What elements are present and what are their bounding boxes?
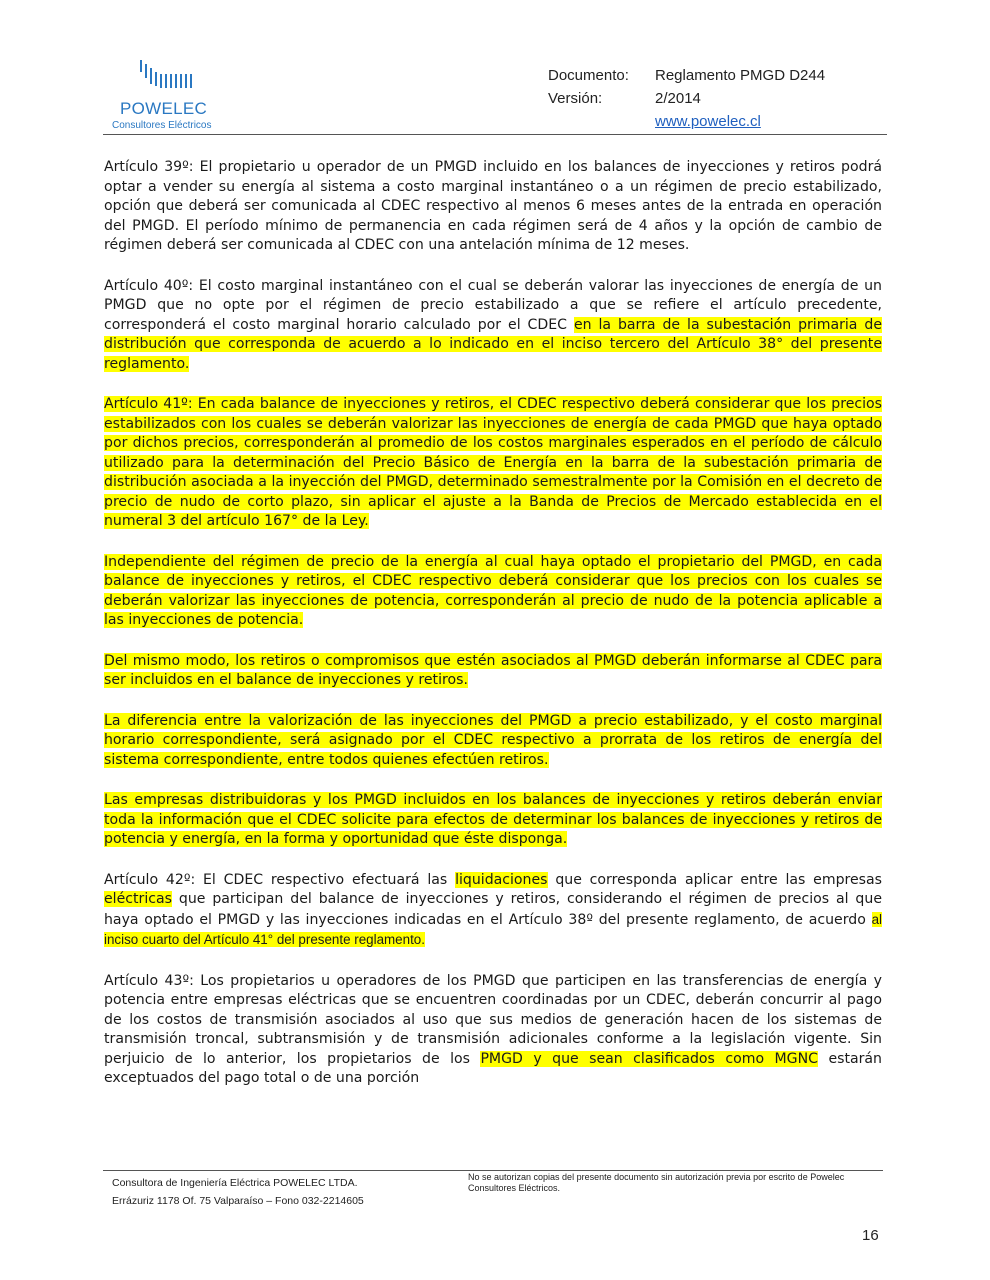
article-43-text-b: estarán exceptuados del pago total o de una porción <box>104 1050 882 1086</box>
version-value: 2/2014 <box>655 90 701 107</box>
powelec-logo <box>110 58 230 134</box>
document-row <box>548 64 825 87</box>
website-link[interactable]: www.powelec.cl <box>655 113 761 130</box>
version-row <box>548 87 825 110</box>
document-body <box>104 158 882 1110</box>
article-43-highlight: PMGD y que sean clasificados como MGNC <box>480 1050 818 1067</box>
article-42-text-b: que corresponda aplicar entre las empresas <box>547 871 882 888</box>
document-label: Documento: <box>548 67 629 84</box>
header-divider <box>103 134 887 135</box>
footer-address: Errázuriz 1178 Of. 75 Valparaíso – Fono 032-2214605 <box>112 1195 364 1207</box>
article-41-highlight: Artículo 41º: En cada balance de inyecciones y retiros, el CDEC respectivo deberá considerar que los precios estabilizados con los cuales se deberán valorizar las inyecciones de energía de cada PMGD que haya optado por dichos precios, corresponderán al promedio de los costos marginales esperados en el período de cálculo utilizado para la determinación del Precio Básico de Energía en la barra de la subestación primaria de distribución asociada a la inyección del PMGD, determinado semestralmente por la Comisión en el decreto de precio de nudo de corto plazo, sin aplicar el ajuste a la Banda de Precios de Mercado establecida en el numeral 3 del artículo 167° de la Ley. <box>104 396 882 529</box>
article-40-text: Artículo 40º: El costo marginal instantáneo con el cual se deberán valorar las inyecciones de energía de un PMGD que no opte por el régimen de precio estabilizado a que se refiere el artículo precedente, corresponderá el costo marginal horario calculado por el CDEC <box>104 277 882 333</box>
logo-bars-icon <box>136 58 206 94</box>
footer-company: Consultora de Ingeniería Eléctrica POWELEC LTDA. <box>112 1177 358 1189</box>
logo-subtitle: Consultores Eléctricos <box>112 120 212 131</box>
article-42-text-a: Artículo 42º: El CDEC respectivo efectuará las <box>104 871 456 888</box>
article-43-text-a: Artículo 43º: Los propietarios u operadores de los PMGD que participen en las transferencias de energía y potencia entre empresas eléctricas que se encuentren coordinadas por un CDEC, deberán concurrir al pago de los costos de transmisión asociados al uso que sus medios de generación hacen de los sistemas de transmisión troncal, subtransmisión y de transmisión adicionales conforme a la legislación vigente. Sin perjuicio de lo anterior, los propietarios de los <box>104 972 882 1067</box>
article-39: Artículo 39º: El propietario u operador de un PMGD incluido en los balances de inyecciones y retiros podrá optar a vender su energía al sistema a costo marginal instantáneo o a un régimen de precio estabilizado, opción que deberá ser comunicada al CDEC respectivo al menos 6 meses antes de la entrada en operación del PMGD. El período mínimo de permanencia en cada régimen será de 4 años y la opción de cambio de régimen deberá ser comunicada al CDEC con una antelación mínima de 12 meses. <box>104 159 882 253</box>
article-41 <box>104 395 882 532</box>
document-value: Reglamento PMGD D244 <box>655 67 826 84</box>
article-42-highlight-liquidaciones: liquidaciones <box>455 871 548 888</box>
paragraph-mismo-modo-highlight: Del mismo modo, los retiros o compromisos que estén asociados al PMGD deberán informarse al CDEC para ser incluidos en el balance de inyecciones y retiros. <box>104 652 882 688</box>
article-43 <box>104 972 882 1089</box>
paragraph-independiente <box>104 553 882 631</box>
paragraph-diferencia-highlight: La diferencia entre la valorización de las inyecciones del PMGD a precio estabilizado, y el costo marginal horario correspondiente, será asignado por el CDEC respectivo a prorrata de los retiros de energía del sistema correspondiente, entre todos quienes efectúen retiros. <box>104 712 882 768</box>
version-label: Versión: <box>548 90 603 107</box>
article-42-highlight-electricas: eléctricas <box>104 891 172 907</box>
paragraph-diferencia <box>104 712 882 771</box>
paragraph-mismo-modo <box>104 652 882 691</box>
paragraph-independiente-highlight: Independiente del régimen de precio de la energía al cual haya optado el propietario del PMGD, en cada balance de inyecciones y retiros, el CDEC respectivo deberá considerar que los precios con los cuales se deberán valorizar las inyecciones de potencia, corresponderán al precio de nudo de la potencia aplicable a las inyecciones de potencia. <box>104 553 882 628</box>
website-row <box>548 110 825 133</box>
document-meta <box>548 64 825 133</box>
logo-name: POWELEC <box>120 99 208 118</box>
page-number: 16 <box>862 1227 879 1244</box>
paragraph-empresas-highlight: Las empresas distribuidoras y los PMGD incluidos en los balances de inyecciones y retiros deberán enviar toda la información que el CDEC solicite para efectos de determinar los balances de inyecciones y retiros de potencia y energía, en la forma y oportunidad que éste disponga. <box>104 792 882 847</box>
footer-divider <box>103 1170 883 1171</box>
article-42 <box>104 871 882 951</box>
article-40 <box>104 277 882 375</box>
article-42-highlight-inciso: al inciso cuarto del Artículo 41° del presente reglamento. <box>104 911 882 947</box>
footer-notice: No se autorizan copias del presente documento sin autorización previa por escrito de Powelec Consultores Eléctricos. <box>468 1172 845 1193</box>
footer-company-info <box>112 1174 364 1210</box>
article-42-text-c: que participan del balance de inyecciones y retiros, considerando el régimen de precios al que haya optado el PMGD y las inyecciones indicadas en el Artículo 38º del presente reglamento, de acuerdo <box>104 891 882 928</box>
paragraph-empresas <box>104 791 882 850</box>
article-40-highlight: en la barra de la subestación primaria de distribución que corresponda de acuerdo a lo indicado en el inciso tercero del Artículo 38° del presente reglamento. <box>104 316 882 372</box>
